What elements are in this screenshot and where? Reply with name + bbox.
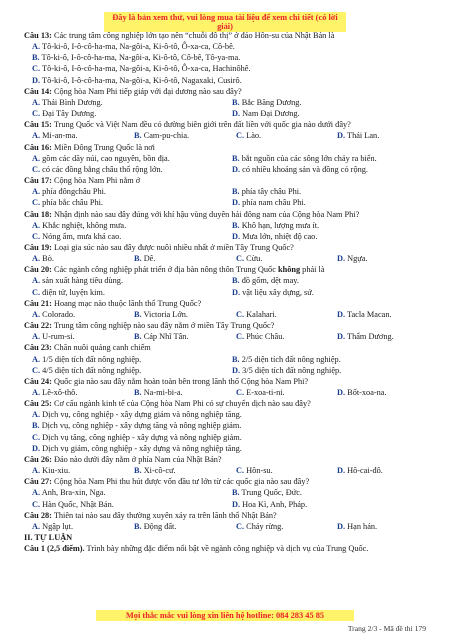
question-26: Câu 26: Đảo nào dưới đây nằm ở phía Nam của Nhật Bản? [24, 454, 222, 464]
section-heading: II. TỰ LUẬN [24, 533, 73, 543]
question-17: Câu 17: Cộng hòa Nam Phi nằm ở [24, 176, 141, 186]
question-13 [24, 30, 440, 41]
option-row: C. Hàn Quốc, Nhật Bản. D. Hoa Kì, Anh, Pháp. [32, 499, 308, 509]
option-row: A. Thái Bình Dương. B. Bắc Băng Dương. [32, 97, 302, 107]
question-22: Câu 22: Trung tâm công nghiệp nào sau đây nằm ở miền Tây Trung Quốc? [24, 321, 275, 331]
option: B. Tô-ki-ô, I-ô-cô-ha-ma, Na-gôi-a, Ki-ô-tô, Cô-bê, Tô-ya-ma. [32, 53, 241, 63]
option-row: C. có các đồng bằng châu thổ rộng lớn. D. có nhiều khoáng sản và đồng cỏ rộng. [32, 164, 368, 174]
preview-banner: Đây là bản xem thử, vui lòng mua tài liệu để xem chi tiết (có lời giải) [104, 12, 346, 32]
option-row: A. gồm các dãy núi, cao nguyên, bồn địa. B. bắt nguồn của các sông lớn chảy ra biển. [32, 153, 377, 163]
option-row: A. U-rum-si. B. Cáp Nhĩ Tân. C. Phúc Châu. D. Thẩm Dương. [32, 332, 394, 342]
question-label: Câu 13: [24, 31, 52, 40]
question-27: Câu 27: Cộng hòa Nam Phi thu hút được vốn đầu tư lớn từ các quốc gia nào sau đây? [24, 477, 310, 487]
question-14: Câu 14: Cộng hòa Nam Phi tiếp giáp với đại dương nào sau đây? [24, 86, 242, 96]
option: B. Dịch vụ, công nghiệp - xây dựng tăng và nông nghiệp giảm. [32, 421, 242, 431]
option-row: C. điện tử, luyện kim. D. vật liệu xây dựng, sứ. [32, 287, 314, 297]
hotline-banner: Mọi thắc mắc vui lòng xin liên hệ hotline: 084 283 45 85 [96, 610, 354, 621]
option-row: C. phía bắc châu Phi. D. phía nam châu Phi. [32, 198, 306, 208]
option: A. Dịch vụ, công nghiệp - xây dựng giảm và nông nghiệp tăng. [32, 410, 242, 420]
question-list [24, 30, 440, 554]
option-row: A. Anh, Bra-xin, Nga. B. Trung Quốc, Đức. [32, 488, 302, 498]
option: D. Dịch vụ giảm, công nghiệp - xây dựng và nông nghiệp tăng. [32, 443, 242, 453]
essay-question-1: Câu 1 (2,5 điểm). Trình bày những đặc điểm nổi bật về ngành công nghiệp và dịch vụ của Trung Quốc. [24, 544, 369, 554]
question-15: Câu 15: Trung Quốc và Việt Nam đều có đường biên giới trên đất liền với quốc gia nào dưới đây? [24, 120, 351, 130]
option-row: A. Ngập lụt. B. Động đất. C. Cháy rừng. D. Hạn hán. [32, 521, 378, 531]
question-text: Các trung tâm công nghiệp lớn tạo nên “chuỗi đô thị” ở đảo Hôn-su của Nhật Bản là [51, 31, 335, 40]
question-24: Câu 24: Quốc gia nào sau đây nằm hoàn toàn bên trong lãnh thổ Cộng hòa Nam Phi? [24, 376, 309, 386]
question-23: Câu 23: Chăn nuôi quảng canh chiếm [24, 343, 151, 353]
option-row: C. 4/5 diện tích đất nông nghiệp. D. 3/5 diện tích đất nông nghiệp. [32, 365, 342, 375]
option-row: A. Khắc nghiệt, không mưa. B. Khô hạn, lượng mưa ít. [32, 220, 320, 230]
option: D. Tô-ki-ô, I-ô-cô-ha-ma, Na-gôi-a, Ki-ô-tô, Nagaxaki, Cusirô. [32, 75, 242, 85]
option-row: C. Đại Tây Dương. D. Nam Đại Dương. [32, 109, 300, 119]
option-row: C. Nóng ẩm, mưa khá cao. D. Mưa lớn, nhiệt độ cao. [32, 231, 318, 241]
option-row: A. 1/5 diện tích đất nông nghiệp. B. 2/5 diện tích đất nông nghiệp. [32, 354, 341, 364]
question-21: Câu 21: Hoang mạc nào thuộc lãnh thổ Trung Quốc? [24, 298, 202, 308]
question-20: Câu 20: Các ngành công nghiệp phát triển ở địa bàn nông thôn Trung Quốc không phải là [24, 265, 325, 275]
option: A. Tô-ki-ô, I-ô-cô-ha-ma, Na-gôi-a, Ki-ô-tô, Ô-xa-ca, Cô-bê. [32, 42, 235, 52]
page-footer: Trang 2/3 - Mã đề thi 179 [347, 624, 426, 633]
option-row: A. Colorado. B. Victoria Lớn. C. Kalahari. D. Tacla Macan. [32, 309, 392, 319]
option-row: A. Lê-xô-thô. B. Na-mi-bi-a. C. E-xoa-ti-ni. D. Bốt-xoa-na. [32, 388, 387, 397]
option-row: A. Bò. B. Dê. C. Cừu. D. Ngựa. [32, 254, 368, 264]
option: C. Dịch vụ tăng, công nghiệp - xây dựng và nông nghiệp giảm. [32, 432, 242, 442]
question-18: Câu 18: Nhận định nào sau đây đúng với khí hậu vùng duyên hải đông nam của Cộng hòa Nam Phi? [24, 209, 360, 219]
option-row: A. Kiu-xiu. B. Xi-cô-cư. C. Hôn-su. D. Hô-cai-đô. [32, 466, 383, 476]
question-16: Câu 16: Miền Đông Trung Quốc là nơi [24, 142, 155, 152]
question-19: Câu 19: Loại gia súc nào sau đây được nuôi nhiều nhất ở miền Tây Trung Quốc? [24, 242, 294, 252]
question-25: Câu 25: Cơ cấu ngành kinh tế của Cộng hòa Nam Phi có sự chuyển dịch nào sau đây? [24, 399, 311, 409]
option-row: A. sản xuất hàng tiêu dùng. B. đồ gốm, dệt may. [32, 276, 299, 286]
option-row: A. Mi-an-ma. B. Cam-pu-chia. C. Lào. D. Thái Lan. [32, 131, 380, 141]
option: C. Tô-ki-ô, I-ô-cô-ha-ma, Na-gôi-a, Ki-ô-tô, Ô-xa-ca, Hachinôhê. [32, 64, 251, 74]
question-28: Câu 28: Thiên tai nào sau đây thường xuyên xảy ra trên lãnh thổ Nhật Bản? [24, 510, 277, 520]
option-row: A. phía đôngchâu Phi. B. phía tây châu Phi. [32, 187, 302, 197]
